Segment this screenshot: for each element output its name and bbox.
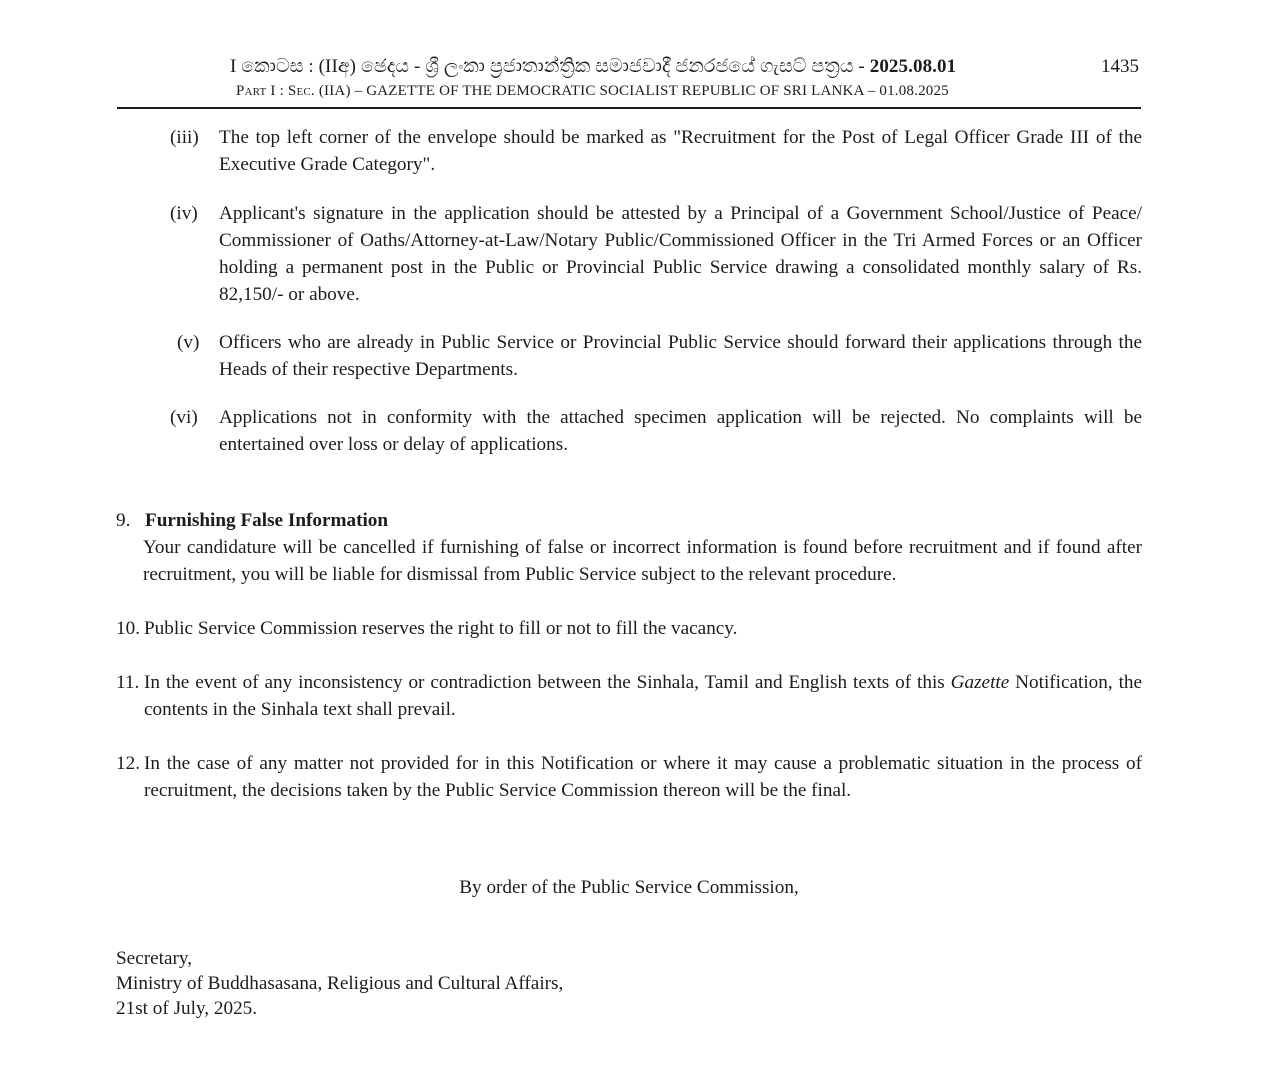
sub-item-iii [170, 124, 1142, 178]
section-number: 11. [116, 672, 140, 693]
section-heading [145, 507, 1142, 534]
section-text-part: Notification, the contents in the Sinhala text shall prevail. [144, 672, 1143, 720]
header-part: Part I [236, 83, 276, 99]
header-sinhala-text: I කොටස : (IIඅ) ඡෙදය - ශ්‍රී ලංකා ප්‍රජාතාන්ත්‍රික සමාජවාදී ජනරජයේ ගැසට් පත්‍රය - [230, 56, 870, 77]
header-rest: (IIA) – GAZETTE OF THE DEMOCRATIC SOCIALIST REPUBLIC OF SRI LANKA – 01.08.2025 [314, 83, 949, 99]
header-english-title [236, 83, 949, 100]
section-text-part: In the event of any inconsistency or contradiction between the Sinhala, Tamil and English texts of this [144, 672, 951, 693]
sub-item-vi [170, 404, 1142, 458]
header-divider [117, 107, 1141, 109]
section-heading-text: Furnishing False Information [145, 510, 389, 531]
header-sinhala-title [230, 56, 956, 78]
section-text: Your candidature will be cancelled if furnishing of false or incorrect information is found before recruitment and if found after recruitment, you will be liable for dismissal from Public Service subject to the relevant procedure. [143, 537, 1142, 585]
section-text: Public Service Commission reserves the right to fill or not to fill the vacancy. [144, 618, 738, 639]
gazette-italic: Gazette [950, 672, 1010, 693]
page-number: 1435 [1101, 56, 1139, 77]
section-number: 12. [116, 753, 140, 774]
section-text: In the case of any matter not provided for in this Notification or where it may cause a problematic situation in the process of recruitment, the decisions taken by the Public Service Commission thereon will be the final. [144, 753, 1142, 801]
header-sep: : [275, 83, 288, 99]
section-11 [116, 669, 1142, 723]
sub-item-label: (iv) [170, 203, 198, 224]
by-order-line: By order of the Public Service Commission, [459, 877, 799, 898]
sub-item-text: Applicant's signature in the application should be attested by a Principal of a Government School/Justice of Peace/ Commissioner of Oaths/Attorney-at-Law/Notary Public/Commissioned Officer in the Tri Armed Forces or an Officer holding a permanent post in the Public or Provincial Public Service drawing a consolidated monthly salary of Rs. 82,150/- or above. [219, 203, 1142, 305]
section-number: 10. [116, 618, 140, 639]
section-text [144, 669, 1142, 723]
header-sec: Sec. [287, 83, 315, 99]
sub-item-text: Applications not in conformity with the attached specimen application will be rejected. No complaints will be entertained over loss or delay of applications. [219, 407, 1142, 455]
section-number: 9. [116, 510, 131, 531]
section-10 [116, 615, 1142, 642]
sub-item-label: (v) [177, 332, 200, 353]
sub-item-label: (vi) [170, 407, 198, 428]
sub-item-v [170, 329, 1142, 383]
sub-item-iv [170, 200, 1142, 308]
ministry-name: Ministry of Buddhasasana, Religious and Cultural Affairs, [116, 973, 564, 994]
section-12 [116, 750, 1142, 804]
header-sinhala-date: 2025.08.01 [869, 56, 957, 77]
signatory-title: Secretary, [116, 948, 192, 969]
sub-item-text: The top left corner of the envelope should be marked as "Recruitment for the Post of Legal Officer Grade III of the Executive Grade Category". [219, 127, 1142, 175]
signature-date: 21st of July, 2025. [116, 998, 258, 1019]
sub-item-label: (iii) [170, 127, 199, 148]
signature-block [116, 946, 563, 1021]
section-9 [116, 507, 1142, 588]
sub-item-text: Officers who are already in Public Service or Provincial Public Service should forward their applications through the Heads of their respective Departments. [219, 332, 1142, 380]
